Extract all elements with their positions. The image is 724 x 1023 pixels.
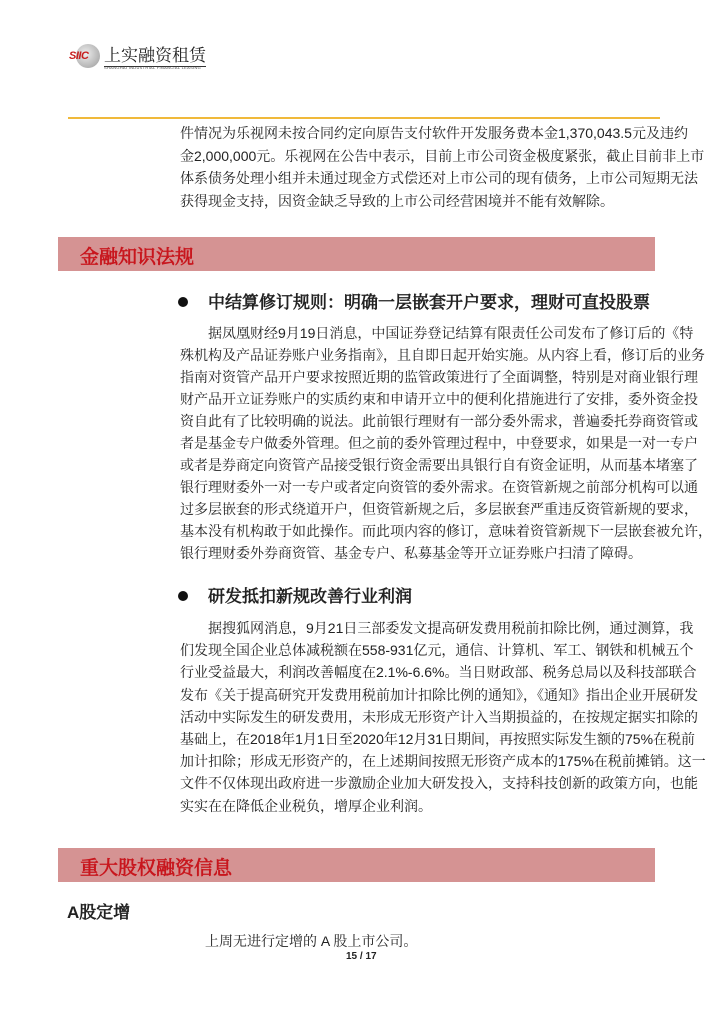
section-title: 重大股权融资信息 (80, 858, 233, 879)
subsection-title: A股定增 (67, 903, 131, 922)
text-line: 据搜狐网消息，9月21日三部委发文提高研发费用税前扣除比例，通过测算，我 (180, 620, 694, 636)
section-band-equity (58, 848, 655, 882)
text-line: 实实在在降低企业税负，增厚企业利润。 (180, 797, 432, 814)
text-line: 指南对资管产品开户要求按照近期的监管政策进行了全面调整，特别是对商业银行理 (180, 369, 698, 385)
logo-mark: SIIC (69, 50, 89, 62)
text-line: 行业受益最大，利润改善幅度在2.1%-6.6%。当日财政部、税务总局以及科技部联合 (180, 664, 697, 681)
header-divider (68, 117, 660, 119)
text-line: 体系债务处理小组并未通过现金方式偿还对上市公司的现有债务，上市公司短期无法 (180, 170, 698, 186)
text-line: 或者是券商定向资管产品接受银行资金需要出具银行自有资金证明，从而基本堵塞了 (180, 457, 698, 473)
text-line: 殊机构及产品证券账户业务指南》，且自即日起开始实施。从内容上看，修订后的业务 (180, 347, 705, 363)
section-title: 金融知识法规 (80, 247, 195, 268)
text-line: 银行理财委外一对一专户或者定向资管的委外需求。在资管新规之前部分机构可以通 (180, 479, 698, 495)
text-line: 基础上，在2018年1月1日至2020年12月31日期间，再按照实际发生额的75%在税前 (180, 731, 696, 747)
page-number: 15 / 17 (346, 951, 377, 962)
article-heading (178, 582, 412, 607)
text-line: 活动中实际发生的研发费用，未形成无形资产计入当期损益的，在按规定据实扣除的 (180, 708, 698, 725)
article-title: 研发抵扣新规改善行业利润 (208, 587, 412, 606)
text-line: 加计扣除；形成无形资产的，在上述期间按照无形资产成本的175%在税前摊销。这一 (180, 753, 706, 770)
subsection-text: 上周无进行定增的 A 股上市公司。 (205, 933, 418, 949)
logo-chinese-name: 上实融资租赁 (104, 41, 206, 67)
text-line: 银行理财委外券商资管、基金专户、私募基金等开立证券账户扫清了障碍。 (180, 545, 642, 561)
logo-english-name: SHANGHAI INDUSTRIAL FINANCIAL LEASING (104, 65, 202, 70)
text-line: 基本没有机构敢于如此操作。而此项内容的修订，意味着资管新规下一层嵌套被允许， (180, 523, 712, 539)
section-band-legal (58, 237, 655, 271)
text-line: 件情况为乐视网未按合同约定向原告支付软件开发服务费本金1,370,043.5元及违约 (180, 125, 688, 141)
article-title: 中结算修订规则：明确一层嵌套开户要求，理财可直投股票 (208, 293, 650, 312)
text-line: 发布《关于提高研究开发费用税前加计扣除比例的通知》，《通知》指出企业开展研发 (180, 686, 698, 703)
company-logo (66, 44, 226, 74)
text-line: 金2,000,000元。乐视网在公告中表示，目前上市公司资金极度紧张，截止目前非上市 (180, 147, 705, 164)
text-line: 资自此有了比较明确的说法。此前银行理财有一部分委外需求，普遍委托券商资管或 (180, 413, 698, 429)
text-line: 据凤凰财经9月19日消息，中国证券登记结算有限责任公司发布了修订后的《特 (180, 325, 694, 341)
text-line: 文件不仅体现出政府进一步激励企业加大研发投入，支持科技创新的政策方向，也能 (180, 775, 698, 792)
bullet-icon (178, 591, 188, 601)
text-line: 者是基金专户做委外管理。但之前的委外管理过程中，中登要求，如果是一对一专户 (180, 435, 698, 451)
article-heading (178, 288, 650, 313)
text-line: 过多层嵌套的形式绕道开户，但资管新规之后，多层嵌套严重违反资管新规的要求， (180, 501, 698, 517)
text-line: 财产品开立证券账户的实质约束和申请开立中的便利化措施进行了安排，委外资金投 (180, 391, 698, 407)
text-line: 们发现全国企业总体减税额在558-931亿元，通信、计算机、军工、钢铁和机械五个 (180, 642, 694, 659)
bullet-icon (178, 297, 188, 307)
text-line: 获得现金支持，因资金缺乏导致的上市公司经营困境并不能有效解除。 (180, 192, 614, 209)
